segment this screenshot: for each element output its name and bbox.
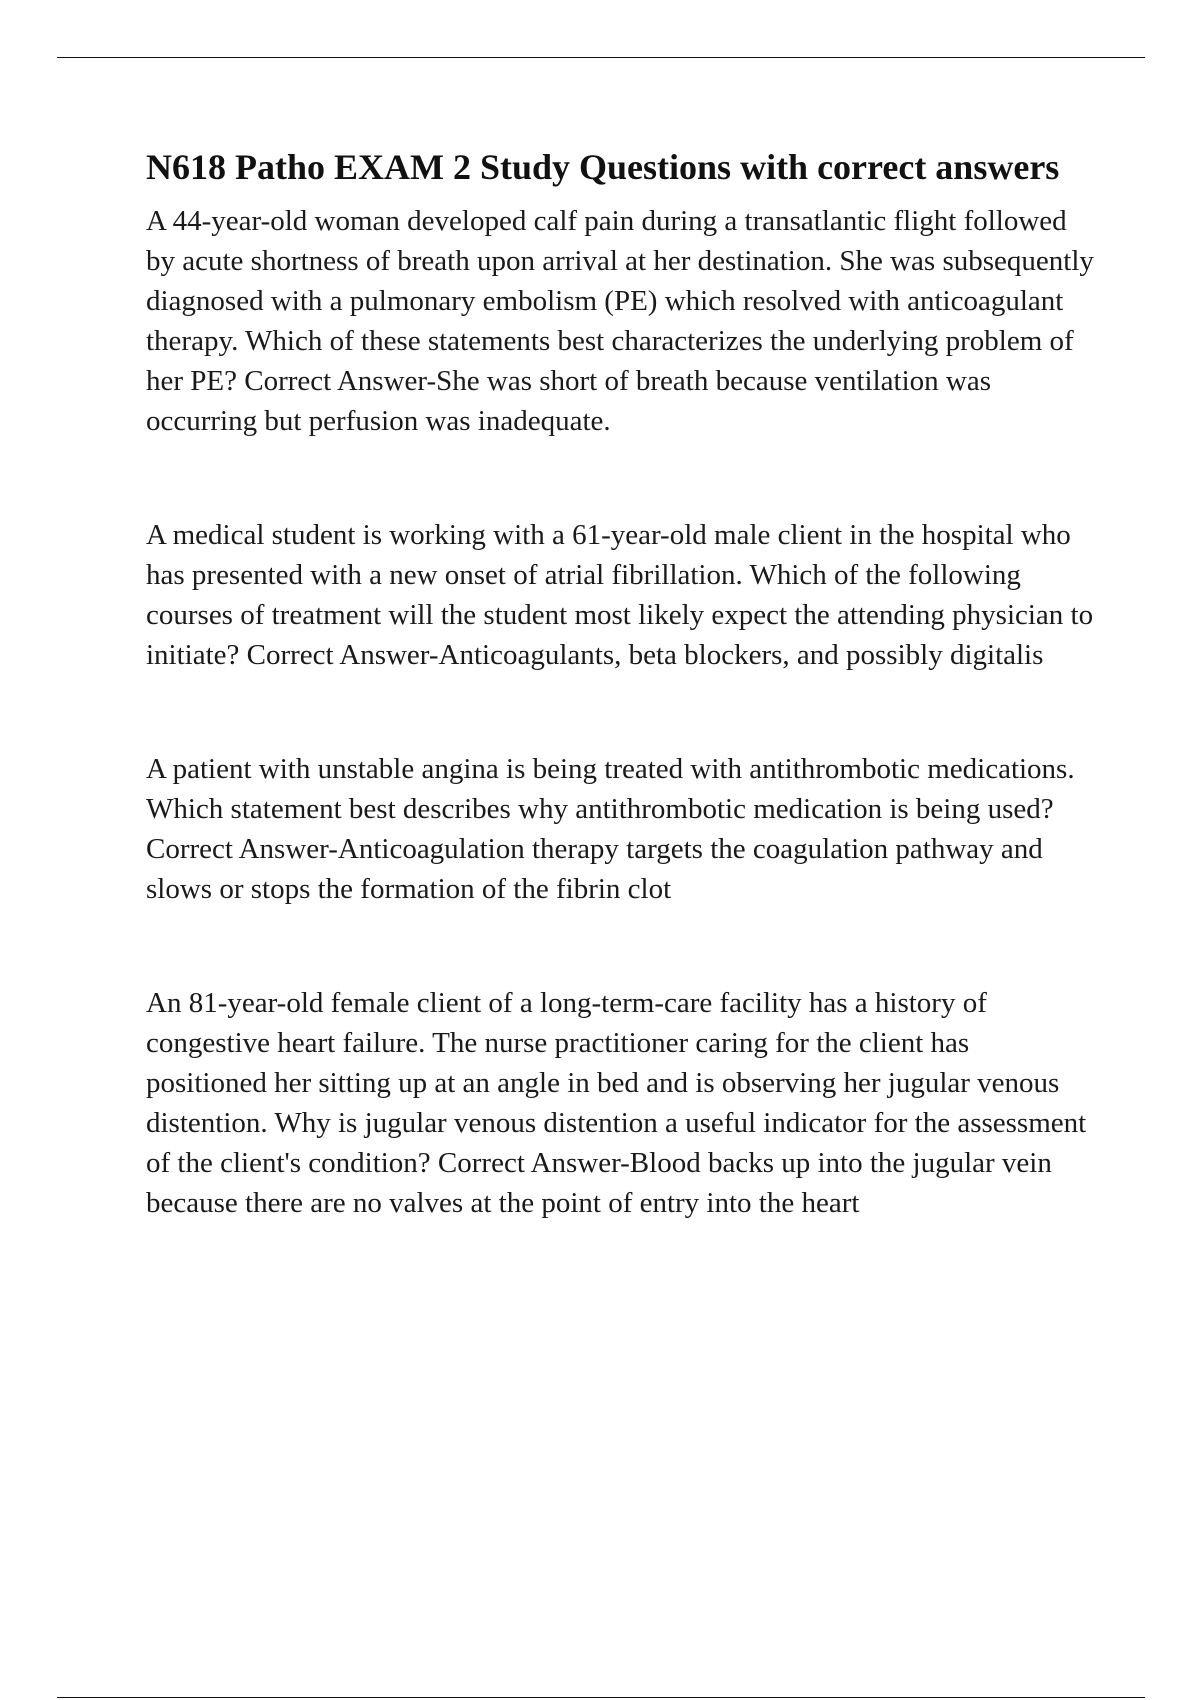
footer-rule <box>57 1697 1145 1698</box>
header-rule <box>57 57 1145 58</box>
question-answer-item: A medical student is working with a 61-year-old male client in the hospital who has presented with a new onset of atrial fibrillation. Which of the following courses of treatment will the student most likely expect the attending physician to initiate? Correct Answer-Anticoagulants, beta blockers, and possibly digitalis <box>146 519 1094 671</box>
document-title: N618 Patho EXAM 2 Study Questions with correct answers <box>146 147 1060 187</box>
document-body <box>146 142 1096 1223</box>
question-answer-item: A 44-year-old woman developed calf pain during a transatlantic flight followed by acute shortness of breath upon arrival at her destination. She was subsequently diagnosed with a pulmonary embolism (PE) which resolved with anticoagulant therapy. Which of these statements best characterizes the underlying problem of her PE? Correct Answer-She was short of breath because ventilation was occurring but perfusion was inadequate. <box>146 205 1094 437</box>
question-answer-item: A patient with unstable angina is being treated with antithrombotic medications. Which statement best describes why antithrombotic medication is being used? Correct Answer-Anticoagulation therapy targets the coagulation pathway and slows or stops the formation of the fibrin clot <box>146 753 1075 905</box>
question-answer-item: An 81-year-old female client of a long-term-care facility has a history of congestive heart failure. The nurse practitioner caring for the client has positioned her sitting up at an angle in bed and is observing her jugular venous distention. Why is jugular venous distention a useful indicator for the assessment of the client's condition? Correct Answer-Blood backs up into the jugular vein because there are no valves at the point of entry into the heart <box>146 987 1087 1219</box>
